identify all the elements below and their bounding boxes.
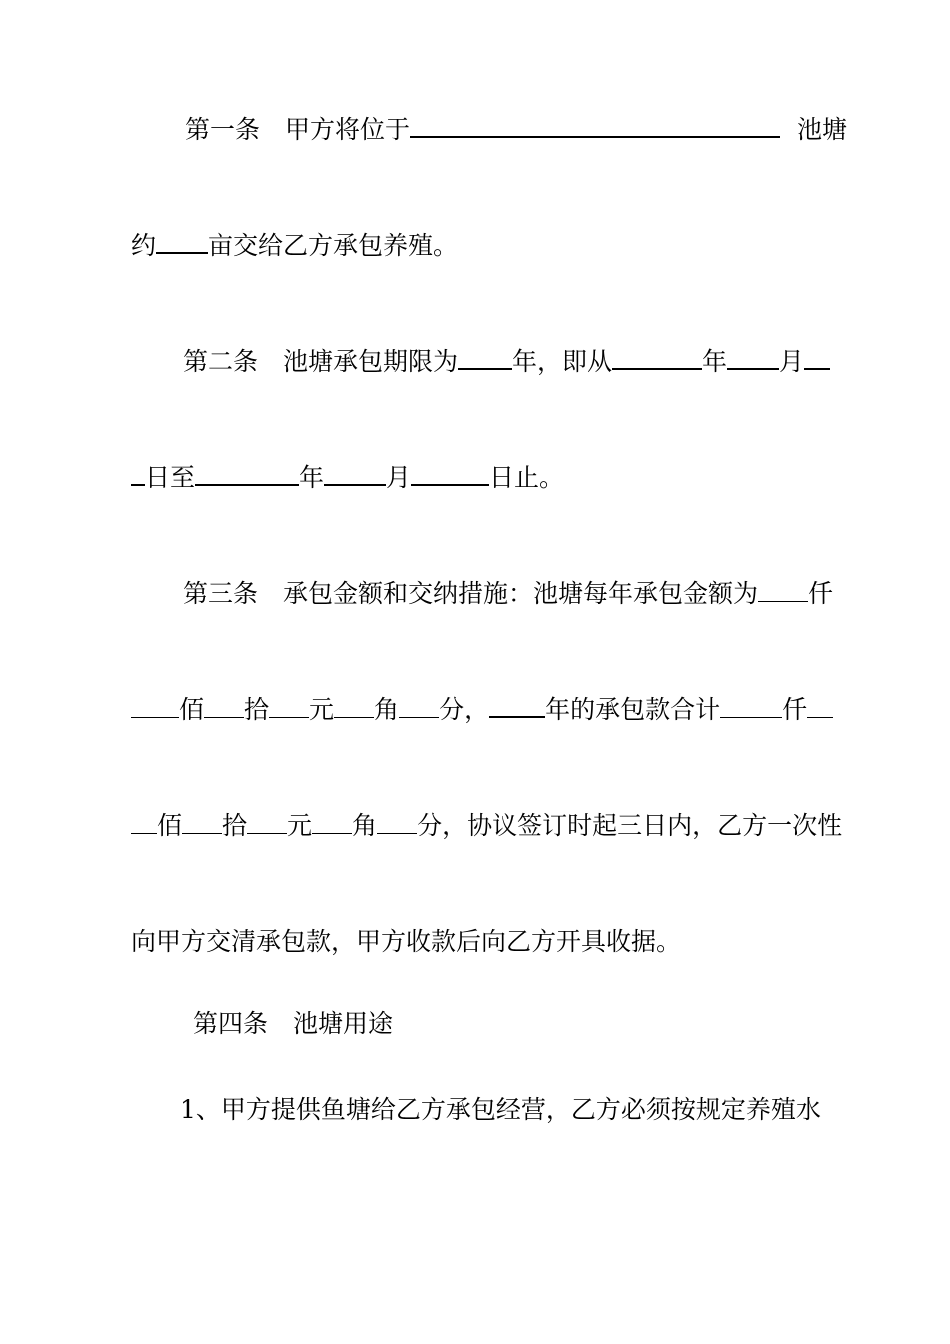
blank-total-shi <box>182 807 222 834</box>
blank-start-month <box>727 342 779 370</box>
article1-line2: 约 亩交给乙方承包养殖。 <box>131 226 847 266</box>
blank-location <box>410 110 780 138</box>
blank-annual-bai <box>131 691 179 718</box>
blank-total-yuan <box>247 807 287 834</box>
article2-line2: 日至 年 月 日止。 <box>131 458 847 498</box>
blank-total-qian <box>720 691 782 718</box>
blank-total-bai-b <box>131 807 157 834</box>
blank-end-month <box>324 458 386 486</box>
article1-line1 <box>185 110 847 150</box>
blank-area <box>156 226 208 254</box>
blank-start-year <box>612 342 702 370</box>
blank-annual-qian <box>758 575 808 602</box>
article3-line4: 向甲方交清承包款，甲方收款后向乙方开具收据。 <box>131 927 682 956</box>
article1-text-a: 第一条 甲方将位于 <box>185 110 780 150</box>
article1-text-b: 池塘 <box>796 115 847 144</box>
blank-total-years <box>489 690 545 718</box>
blank-total-bai-a <box>807 691 833 718</box>
blank-annual-shi <box>204 691 244 718</box>
blank-annual-yuan <box>269 691 309 718</box>
blank-annual-jiao <box>334 691 374 718</box>
blank-term-years <box>458 342 512 370</box>
blank-total-fen <box>377 807 417 834</box>
blank-end-year <box>195 458 299 486</box>
blank-total-jiao <box>312 807 352 834</box>
article3-line3: 佰 拾 元 角 分，协议签订时起三日内，乙方一次性 <box>131 806 847 846</box>
article3-line1: 第三条 承包金额和交纳措施：池塘每年承包金额为 仟 <box>183 574 847 614</box>
blank-annual-fen <box>399 691 439 718</box>
article2-line1: 第二条 池塘承包期限为 年，即从 年 月 <box>183 342 847 382</box>
article3-line2: 佰 拾 元 角 分， 年的承包款合计 仟 <box>131 690 847 730</box>
blank-start-day-a <box>804 342 830 370</box>
blank-end-day <box>411 458 489 486</box>
article4-title: 第四条 池塘用途 <box>193 1009 394 1038</box>
article4-item1: 1、甲方提供鱼塘给乙方承包经营，乙方必须按规定养殖水 <box>180 1095 821 1124</box>
blank-start-day-b <box>131 458 145 486</box>
